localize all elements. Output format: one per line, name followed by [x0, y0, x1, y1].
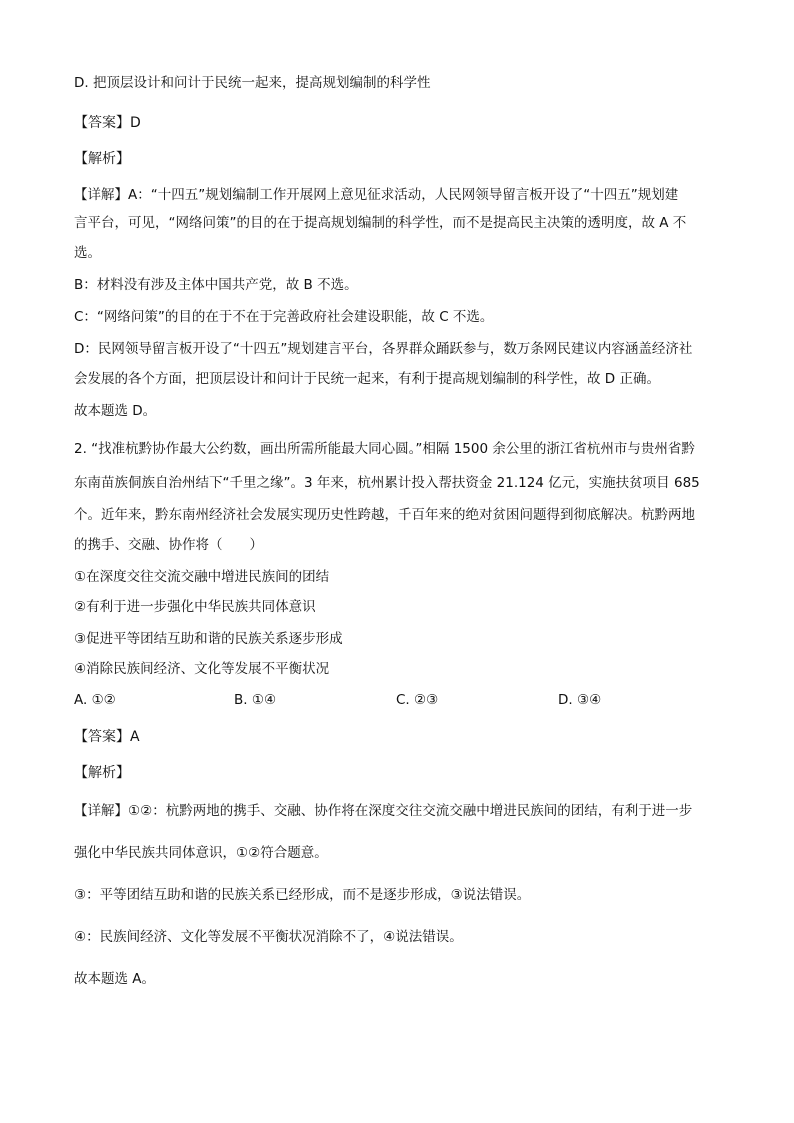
- q1-detail-line: D：民网领导留言板开设了“十四五”规划建言平台，各界群众踊跃参与，数万条网民建议内容涵盖经济社: [74, 341, 693, 357]
- q1-detail-line: B：材料没有涉及主体中国共产党，故 B 不选。: [74, 277, 358, 293]
- q1-detail-line: 故本题选 D。: [74, 403, 157, 419]
- q1-analysis-label: 解析: [88, 151, 116, 167]
- q2-stem-line: 东南苗族侗族自治州结下“千里之缘”。3 年来，杭州累计投入帮扶资金 21.124 亿元，实施扶贫项目 685: [74, 475, 700, 491]
- q2-option-b: B. ①④: [234, 692, 277, 708]
- q1-detail-line: 【详解】A：“十四五”规划编制工作开展网上意见征求活动，人民网领导留言板开设了“十四五”规划建: [74, 187, 679, 203]
- q1-detail-line: 言平台，可见，“网络问策”的目的在于提高规划编制的科学性，而不是提高民主决策的透明度，故 A 不: [74, 215, 687, 231]
- q1-detail-line: C：“网络问策”的目的在于不在于完善政府社会建设职能，故 C 不选。: [74, 309, 494, 325]
- q1-option-d: D. 把顶层设计和问计于民统一起来，提高规划编制的科学性: [74, 75, 431, 91]
- q2-detail-line: 故本题选 A。: [74, 971, 156, 987]
- q2-option-c: C. ②③: [396, 692, 439, 708]
- q2-statement: ②有利于进一步强化中华民族共同体意识: [74, 599, 316, 615]
- q2-statement: ③促进平等团结互助和谐的民族关系逐步形成: [74, 631, 343, 647]
- q2-options: [74, 692, 734, 710]
- q1-detail-line: 选。: [74, 245, 101, 261]
- q2-detail-line: 【详解】①②：杭黔两地的携手、交融、协作将在深度交往交流交融中增进民族间的团结，有利于进一步: [74, 803, 693, 819]
- q2-option-d: D. ③④: [558, 692, 602, 708]
- q2-answer: 【答案】A: [74, 729, 140, 745]
- q2-detail-line: ④：民族间经济、文化等发展不平衡状况消除不了，④说法错误。: [74, 929, 463, 945]
- q2-analysis-tag: 【解析】: [74, 765, 130, 781]
- q2-detail-line: ③：平等团结互助和谐的民族关系已经形成，而不是逐步形成，③说法错误。: [74, 887, 531, 903]
- q2-stem-line: 的携手、交融、协作将（ ）: [74, 537, 263, 553]
- q2-stem-line: 个。近年来，黔东南州经济社会发展实现历史性跨越，千百年来的绝对贫困问题得到彻底解决。杭黔两地: [74, 507, 695, 523]
- q2-statement: ①在深度交往交流交融中增进民族间的团结: [74, 569, 330, 585]
- q2-detail-line: 强化中华民族共同体意识，①②符合题意。: [74, 845, 328, 861]
- q1-detail-line: 会发展的各个方面，把顶层设计和问计于民统一起来，有利于提高规划编制的科学性，故 D 正确。: [74, 371, 660, 387]
- q2-analysis-label: 解析: [88, 765, 116, 781]
- q2-stem-line: 2. “找准杭黔协作最大公约数，画出所需所能最大同心圆。”相隔 1500 余公里的浙江省杭州市与贵州省黔: [74, 441, 695, 457]
- q1-answer: 【答案】D: [74, 115, 141, 131]
- q2-statement: ④消除民族间经济、文化等发展不平衡状况: [74, 661, 330, 677]
- q2-option-a: A. ①②: [74, 692, 116, 708]
- q1-analysis-tag: 【解析】: [74, 151, 130, 167]
